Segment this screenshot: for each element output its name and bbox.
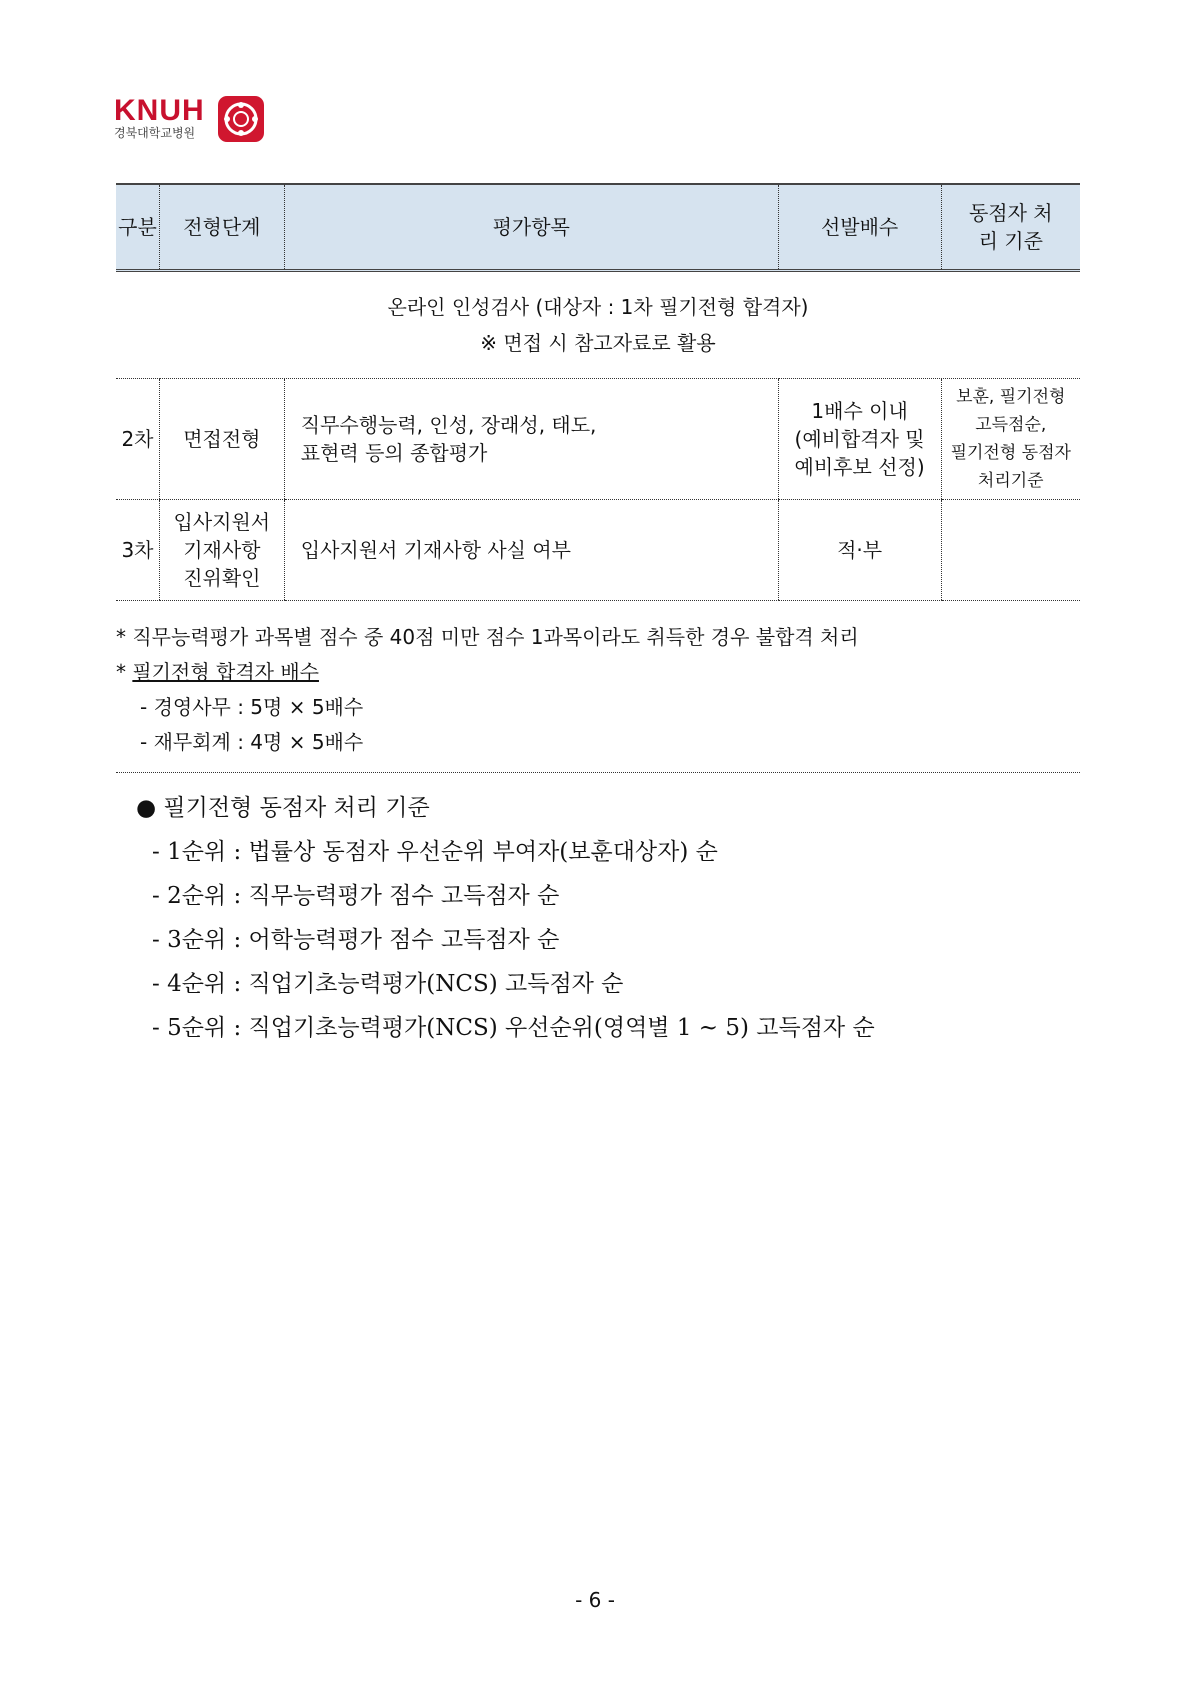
criteria-cell: 입사지원서 기재사항 사실 여부 <box>284 500 778 601</box>
header-ratio: 선발배수 <box>778 184 941 271</box>
table-row <box>116 500 1080 601</box>
header-tie-rule: 동점자 처리 기준 <box>941 184 1080 271</box>
tie-break-section <box>136 786 875 1050</box>
tie-rule-cell: 보훈, 필기전형 고득점순, 필기전형 동점자 처리기준 <box>941 379 1080 500</box>
notes-section <box>116 620 1080 773</box>
tie-rule-cell <box>941 500 1080 601</box>
fail-rule-note: * 직무능력평가 과목별 점수 중 40점 미만 점수 1과목이라도 취득한 경우 불합격 처리 <box>116 625 859 649</box>
table-row <box>116 379 1080 500</box>
personality-test-cell <box>116 271 1080 379</box>
round-cell: 3차 <box>116 500 159 601</box>
knuh-logo <box>114 96 264 146</box>
selection-table <box>116 183 1080 601</box>
criteria-cell: 직무수행능력, 인성, 장래성, 태도, 표현력 등의 종합평가 <box>284 379 778 500</box>
personality-test-note: ※ 면접 시 참고자료로 활용 <box>480 331 716 355</box>
ratio-cell: 1배수 이내 (예비합격자 및 예비후보 선정) <box>778 379 941 500</box>
list-item: - 5순위 : 직업기초능력평가(NCS) 우선순위(영역별 1 ~ 5) 고득점자 순 <box>152 1015 875 1041</box>
list-item: - 1순위 : 법률상 동점자 우선순위 부여자(보훈대상자) 순 <box>152 839 718 865</box>
header-category: 구분 <box>116 184 159 271</box>
header-criteria: 평가항목 <box>284 184 778 271</box>
personality-test-row <box>116 271 1080 379</box>
logo-subtitle: 경북대학교병원 <box>114 126 196 140</box>
list-item: - 2순위 : 직무능력평가 점수 고득점자 순 <box>152 883 560 909</box>
table-header-row <box>116 184 1080 271</box>
section-divider <box>116 772 1080 773</box>
personality-test-title: 온라인 인성검사 (대상자 : 1차 필기전형 합격자) <box>387 295 809 319</box>
ratio-cell: 적·부 <box>778 500 941 601</box>
tie-break-title: ● 필기전형 동점자 처리 기준 <box>136 795 430 821</box>
logo-wordmark: KNUH <box>114 94 205 127</box>
ratio-item-management: - 경영사무 : 5명 × 5배수 <box>140 695 364 719</box>
stage-cell: 면접전형 <box>159 379 284 500</box>
header-stage: 전형단계 <box>159 184 284 271</box>
round-cell: 2차 <box>116 379 159 500</box>
stage-cell: 입사지원서 기재사항 진위확인 <box>159 500 284 601</box>
list-item: - 4순위 : 직업기초능력평가(NCS) 고득점자 순 <box>152 971 624 997</box>
page-number: - 6 - <box>575 1588 615 1612</box>
pass-ratio-note: * 필기전형 합격자 배수 <box>116 660 319 684</box>
list-item: - 3순위 : 어학능력평가 점수 고득점자 순 <box>152 927 560 953</box>
ratio-item-accounting: - 재무회계 : 4명 × 5배수 <box>140 730 364 754</box>
hospital-emblem-icon <box>218 96 264 142</box>
